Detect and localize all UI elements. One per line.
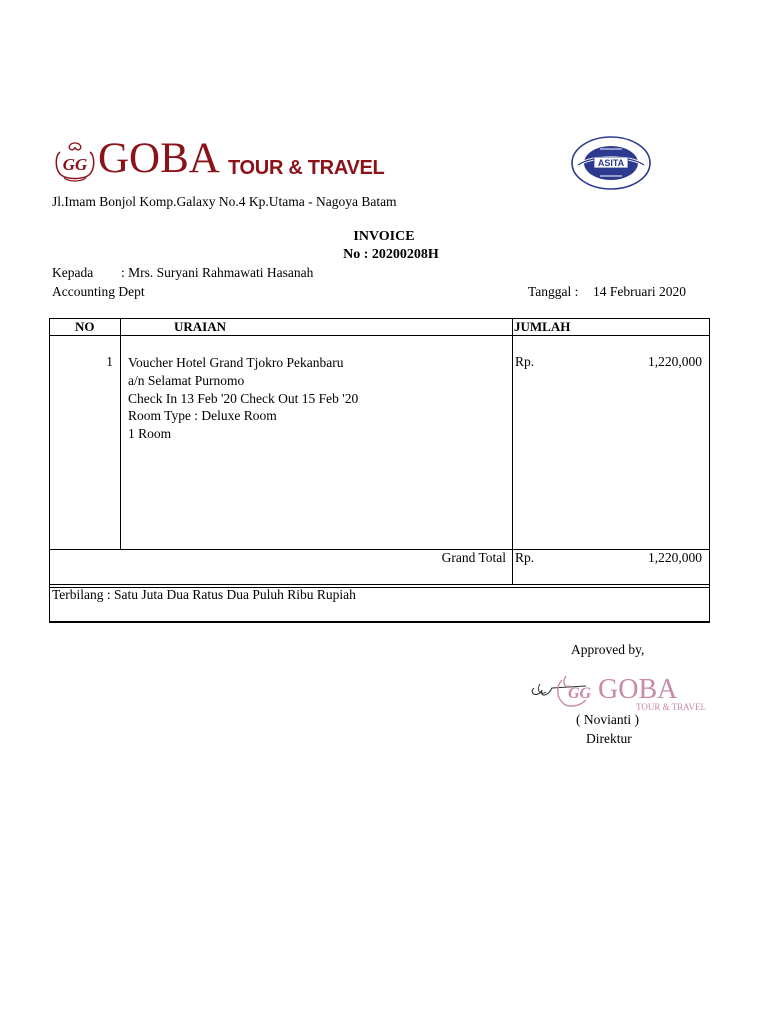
company-name: GOBA: [98, 135, 220, 182]
signature-stamp-icon: [526, 668, 707, 714]
header-description: URAIAN: [174, 319, 226, 334]
item-line: Voucher Hotel Grand Tjokro Pekanbaru: [128, 355, 344, 370]
amount-in-words: Terbilang : Satu Juta Dua Ratus Dua Puluh Ribu Rupiah: [52, 587, 356, 602]
grand-total-currency: Rp.: [515, 550, 535, 565]
invoice-date: 14 Februari 2020: [593, 284, 686, 299]
company-tagline: TOUR & TRAVEL: [228, 157, 385, 179]
company-address: Jl.Imam Bonjol Komp.Galaxy No.4 Kp.Utama - Nagoya Batam: [52, 194, 397, 209]
emblem-monogram: GG: [62, 155, 88, 174]
invoice-title: INVOICE: [353, 229, 415, 244]
signatory-name: ( Novianti ): [576, 712, 639, 727]
approved-by-label: Approved by,: [571, 642, 645, 657]
item-no: 1: [106, 354, 113, 369]
stamp-monogram: GG: [568, 685, 592, 702]
item-description: [128, 354, 358, 443]
item-amount: 1,220,000: [648, 354, 702, 369]
recipient-name: : Mrs. Suryani Rahmawati Hasanah: [121, 265, 314, 280]
item-line: Check In 13 Feb '20 Check Out 15 Feb '20: [128, 390, 359, 406]
item-line: Room Type : Deluxe Room: [128, 408, 277, 424]
items-table: [49, 318, 710, 622]
grand-total-label: Grand Total: [441, 550, 506, 565]
signatory-title: Direktur: [586, 731, 632, 746]
header-amount: JUMLAH: [514, 319, 571, 334]
goba-emblem-icon: [52, 140, 98, 182]
stamp-tagline: TOUR & TRAVEL: [636, 702, 707, 712]
date-label: Tanggal :: [528, 284, 579, 299]
header-no: NO: [75, 319, 95, 334]
asita-badge-icon: [570, 135, 652, 191]
recipient-label: Kepada: [52, 265, 94, 280]
stamp-name: GOBA: [598, 674, 678, 705]
invoice-number: No : 20200208H: [343, 247, 439, 262]
item-line: 1 Room: [128, 426, 172, 442]
item-currency: Rp.: [515, 354, 535, 369]
grand-total-amount: 1,220,000: [648, 550, 702, 565]
asita-label: ASITA: [597, 158, 625, 168]
item-line: a/n Selamat Purnomo: [128, 372, 245, 388]
recipient-dept: Accounting Dept: [52, 284, 145, 299]
